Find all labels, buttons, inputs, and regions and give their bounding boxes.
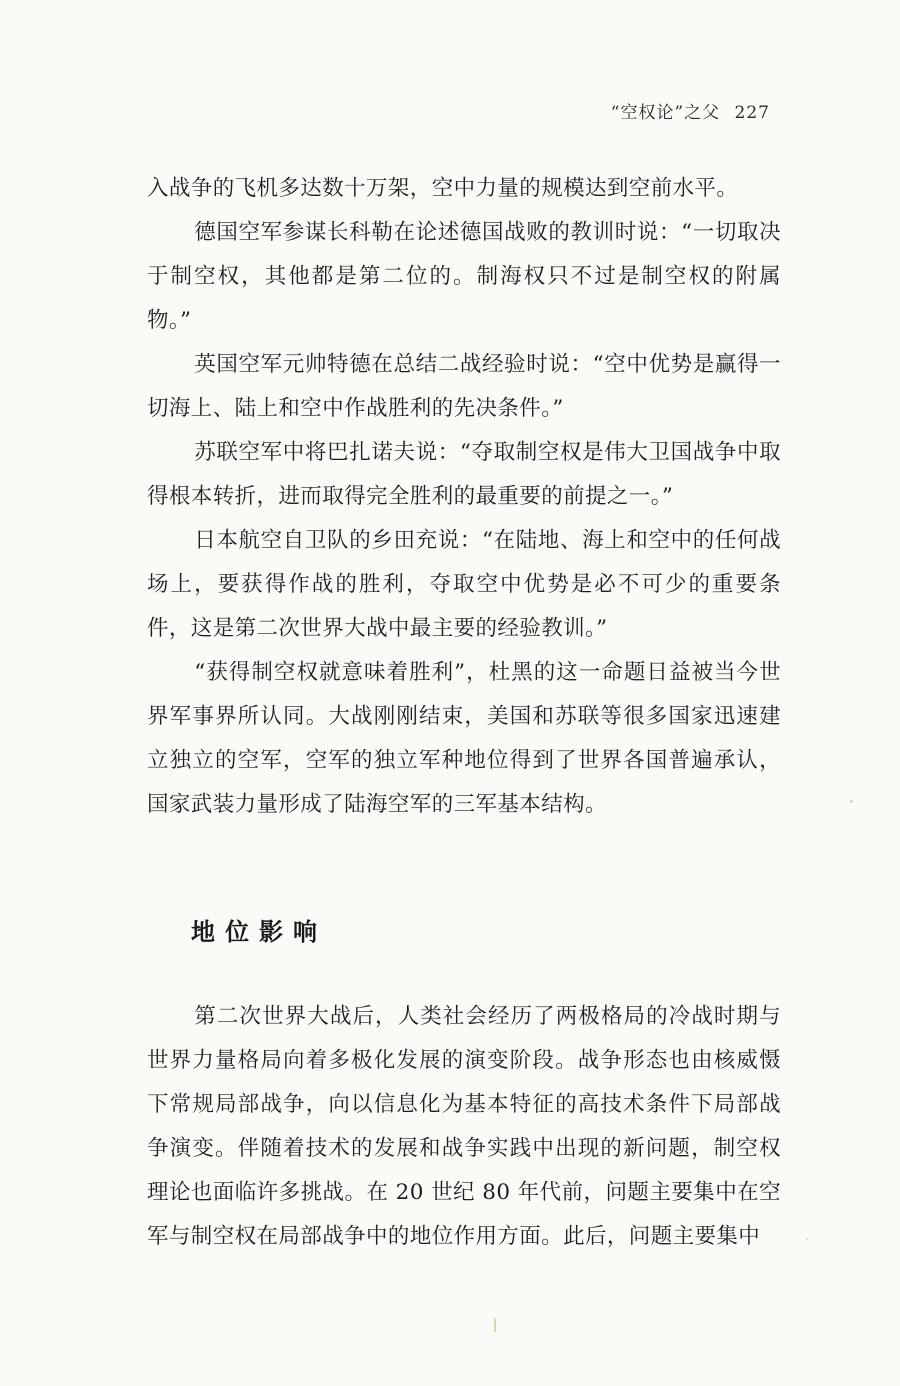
body-text-section <box>147 995 781 1259</box>
paragraph-genda-quote: 日本航空自卫队的乡田充说：“在陆地、海上和空中的任何战场上，要获得作战的胜利，夺取空中优势是必不可少的重要条件，这是第二次世界大战中最主要的经验教训。” <box>147 528 781 641</box>
paragraph-douhet-conclusion: “获得制空权就意味着胜利”，杜黑的这一命题日益被当今世界军事界所认同。大战刚刚结束，美国和苏联等很多国家迅速建立独立的空军，空军的独立军种地位得到了世界各国普遍承认，国家武装力量形成了陆海空军的三军基本结构。 <box>147 660 781 817</box>
paragraph-tedder-quote: 英国空军元帅特德在总结二战经验时说：“空中优势是赢得一切海上、陆上和空中作战胜利的先决条件。” <box>147 352 781 421</box>
body-text-top <box>147 167 781 827</box>
paper-speck <box>494 1318 496 1332</box>
paragraph-continuation: 入战争的飞机多达数十万架，空中力量的规模达到空前水平。 <box>147 176 739 201</box>
section-heading: 地位影响 <box>191 917 327 946</box>
page-number: 227 <box>734 103 770 123</box>
paper-speck <box>850 800 853 803</box>
paragraph-bazanov-quote: 苏联空军中将巴扎诺夫说：“夺取制空权是伟大卫国战争中取得根本转折，进而取得完全胜利的最重要的前提之一。” <box>147 440 781 509</box>
paragraph-koller-quote: 德国空军参谋长科勒在论述德国战败的教训时说：“一切取决于制空权，其他都是第二位的。制海权只不过是制空权的附属物。” <box>147 220 781 333</box>
running-header <box>611 98 770 123</box>
paragraph-postwar: 第二次世界大战后，人类社会经历了两极格局的冷战时期与世界力量格局向着多极化发展的演变阶段。战争形态也由核威慑下常规局部战争，向以信息化为基本特征的高技术条件下局部战争演变。伴随着技术的发展和战争实践中出现的新问题，制空权理论也面临许多挑战。在 20 世纪 80 年代前，问题主要集中在空军与制空权在局部战争中的地位作用方面。此后，问题主要集中 <box>147 1004 781 1249</box>
chapter-title: “空权论”之父 <box>610 103 721 123</box>
paper-speck <box>806 1238 808 1240</box>
